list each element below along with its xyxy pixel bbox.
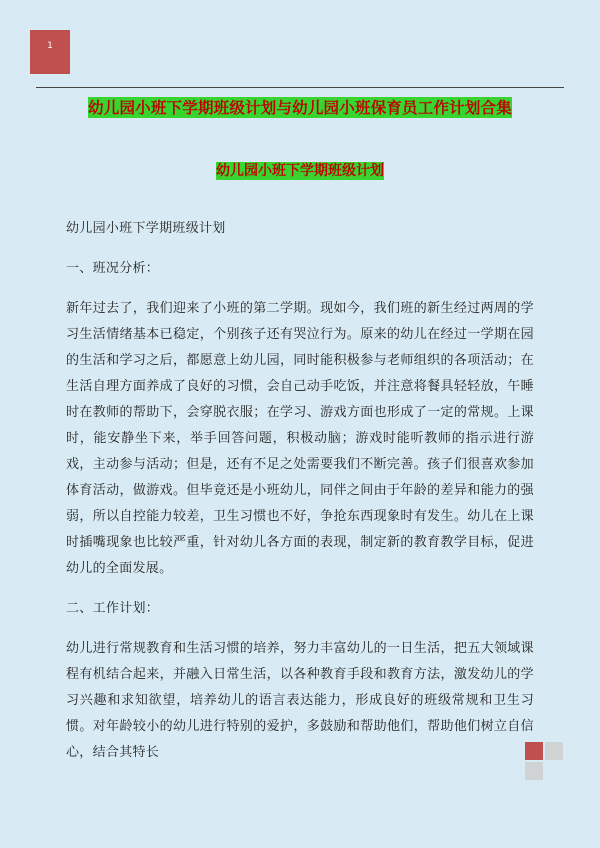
- paragraph-section-1-heading: 一、班况分析：: [66, 261, 160, 276]
- document-body: [66, 216, 534, 766]
- corner-decoration-grey: [545, 742, 563, 760]
- document-title: [0, 98, 600, 118]
- corner-decoration-grey: [525, 762, 543, 780]
- section-title-text: 幼儿园小班下学期班级计划: [216, 163, 384, 179]
- corner-decoration-red: [525, 742, 543, 760]
- paragraph-section-2-heading: 二、工作计划：: [66, 601, 160, 616]
- section-title: [0, 162, 600, 180]
- document-title-text: 幼儿园小班下学期班级计划与幼儿园小班保育员工作计划合集: [88, 98, 512, 117]
- page-number-badge: 1: [30, 30, 70, 74]
- paragraph-class-analysis: 新年过去了，我们迎来了小班的第二学期。现如今，我们班的新生经过两周的学习生活情绪基本已稳定，个别孩子还有哭泣行为。原来的幼儿在经过一学期在园的生活和学习之后，都愿意上幼儿园，同时能积极参与老师组织的各项活动；在生活自理方面养成了良好的习惯，会自己动手吃饭，并注意将餐具轻轻放，午睡时在教师的帮助下，会穿脱衣服；在学习、游戏方面也形成了一定的常规。上课时，能安静坐下来，举手回答问题，积极动脑；游戏时能听教师的指示进行游戏，主动参与活动；但是，还有不足之处需要我们不断完善。孩子们很喜欢参加体育活动，做游戏。但毕竟还是小班幼儿，同伴之间由于年龄的差异和能力的强弱，所以自控能力较差，卫生习惯也不好，争抢东西现象时有发生。幼儿在上课时插嘴现象也比较严重，针对幼儿各方面的表现，制定新的教育教学目标，促进幼儿的全面发展。: [66, 301, 534, 576]
- header-divider: [36, 87, 564, 88]
- paragraph-plan-heading: 幼儿园小班下学期班级计划: [66, 221, 226, 236]
- paragraph-work-plan: 幼儿进行常规教育和生活习惯的培养，努力丰富幼儿的一日生活，把五大领域课程有机结合起来，并融入日常生活，以各种教育手段和教育方法，激发幼儿的学习兴趣和求知欲望，培养幼儿的语言表达能力，形成良好的班级常规和卫生习惯。对年龄较小的幼儿进行特别的爱护，多鼓励和帮助他们，帮助他们树立自信心，结合其特长: [66, 641, 534, 760]
